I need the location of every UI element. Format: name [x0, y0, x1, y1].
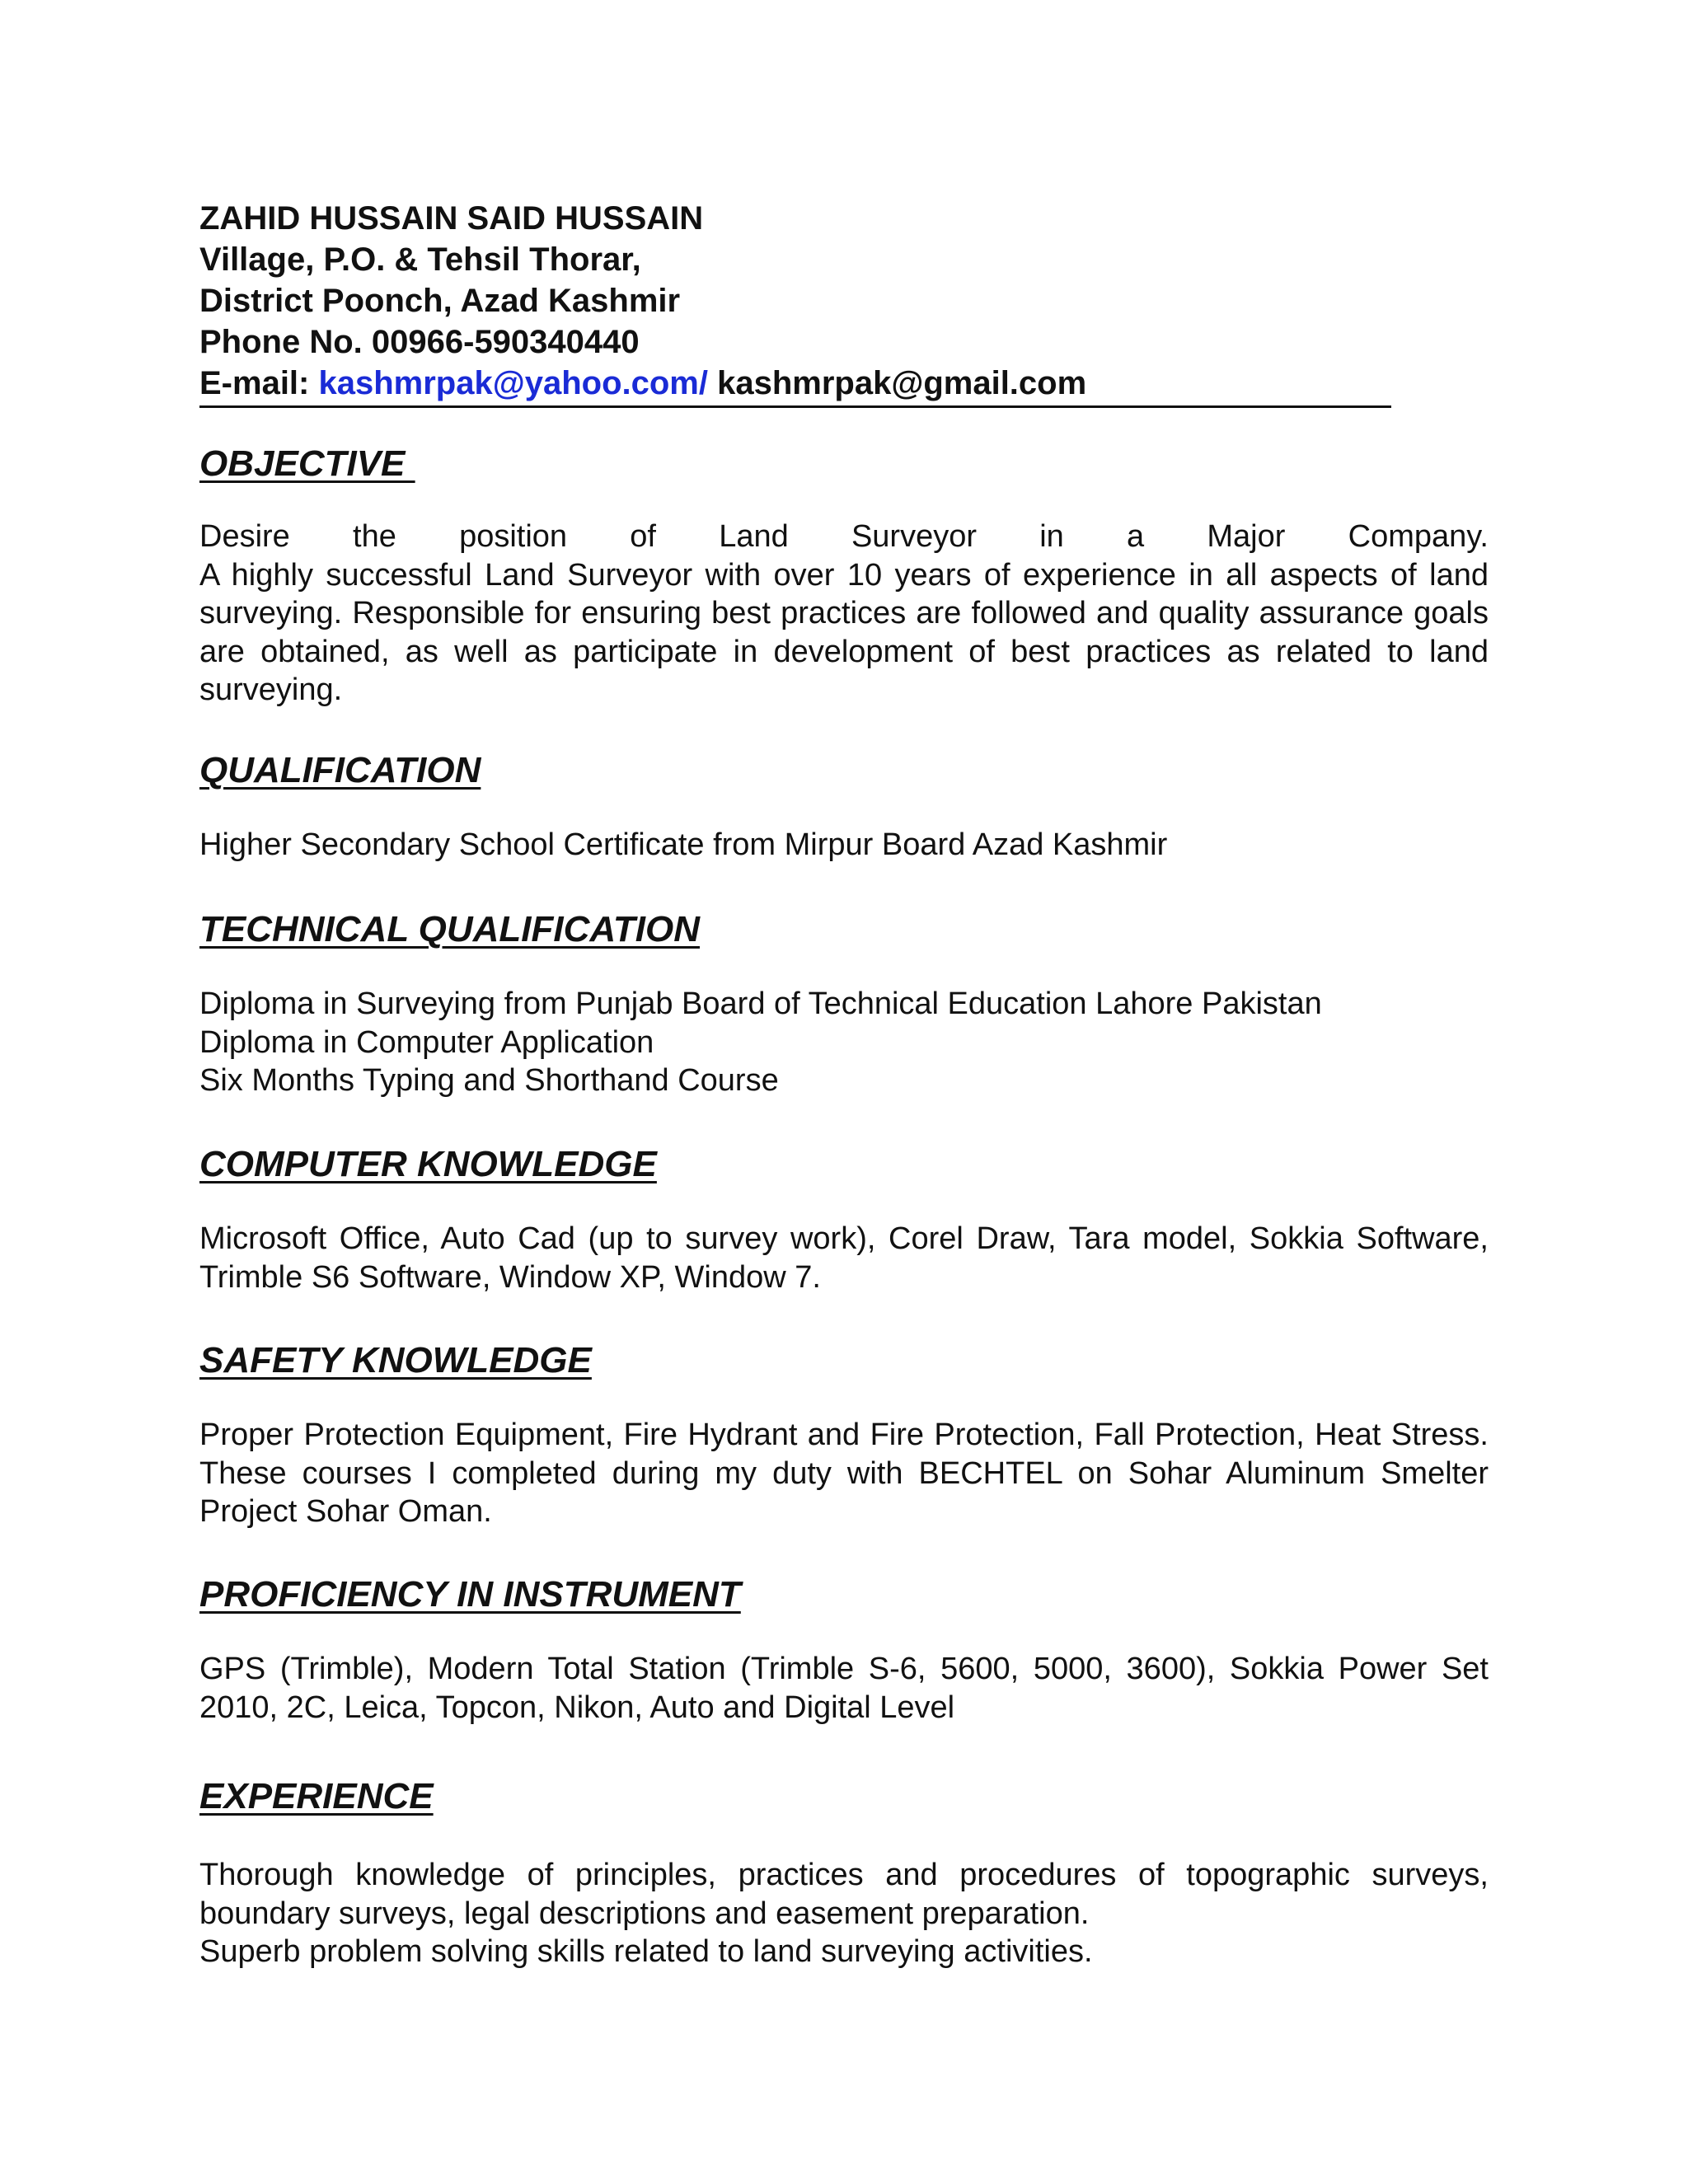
computer-knowledge-content	[199, 1220, 1489, 1296]
qualification-section	[199, 748, 1489, 794]
objective-heading: OBJECTIVE	[199, 443, 415, 484]
qualification-heading: QUALIFICATION	[199, 750, 481, 790]
email-label: E-mail:	[199, 365, 319, 401]
technical-qualification-item: Diploma in Computer Application	[199, 1024, 654, 1060]
email-link-primary[interactable]: kashmrpak@yahoo.com/	[318, 365, 708, 401]
computer-knowledge-body: Microsoft Office, Auto Cad (up to survey work), Corel Draw, Tara model, Sokkia Software, Trimble S6 Software, Window XP, Window 7.	[199, 1221, 1489, 1295]
proficiency-body: GPS (Trimble), Modern Total Station (Trimble S-6, 5600, 5000, 3600), Sokkia Power Set 2010, 2C, Leica, Topcon, Nikon, Auto and Digital Level	[199, 1652, 1489, 1725]
safety-knowledge-content	[199, 1416, 1489, 1531]
proficiency-heading: PROFICIENCY IN INSTRUMENT	[199, 1574, 741, 1615]
email-line	[199, 363, 1391, 408]
objective-body: A highly successful Land Surveyor with over 10 years of experience in all aspects of land surveying. Responsible for ensuring best practices are followed and quality assurance goals are obtained, as well as participate in development of best practices as related to land surveying.	[199, 557, 1489, 707]
address-line-1: Village, P.O. & Tehsil Thorar,	[199, 241, 641, 278]
computer-knowledge-heading: COMPUTER KNOWLEDGE	[199, 1144, 657, 1184]
experience-body: Thorough knowledge of principles, practices and procedures of topographic surveys, boundary surveys, legal descriptions and easement preparation.	[199, 1858, 1489, 1931]
technical-qualification-section	[199, 907, 1489, 953]
objective-content	[199, 518, 1489, 710]
applicant-name: ZAHID HUSSAIN SAID HUSSAIN	[199, 200, 704, 237]
technical-qualification-heading: TECHNICAL QUALIFICATION	[199, 909, 700, 949]
qualification-content	[199, 826, 1489, 865]
technical-qualification-item: Six Months Typing and Shorthand Course	[199, 1063, 779, 1098]
experience-line-2: Superb problem solving skills related to land surveying activities.	[199, 1934, 1093, 1969]
proficiency-section	[199, 1572, 1489, 1618]
safety-knowledge-heading: SAFETY KNOWLEDGE	[199, 1340, 592, 1380]
qualification-item: Higher Secondary School Certificate from Mirpur Board Azad Kashmir	[199, 827, 1168, 862]
safety-knowledge-section	[199, 1338, 1489, 1384]
objective-line-1: Desire the position of Land Surveyor in a Major Company.	[199, 519, 1489, 554]
experience-heading: EXPERIENCE	[199, 1776, 434, 1816]
phone-number: Phone No. 00966-590340440	[199, 324, 640, 360]
experience-content	[199, 1856, 1489, 1971]
objective-section	[199, 441, 1489, 487]
technical-qualification-content	[199, 985, 1489, 1100]
address-line-2: District Poonch, Azad Kashmir	[199, 283, 681, 319]
email-secondary: kashmrpak@gmail.com	[707, 365, 1087, 401]
experience-section	[199, 1774, 1489, 1820]
contact-header	[199, 198, 1489, 408]
proficiency-content	[199, 1650, 1489, 1727]
technical-qualification-item: Diploma in Surveying from Punjab Board of Technical Education Lahore Pakistan	[199, 987, 1322, 1021]
computer-knowledge-section	[199, 1141, 1489, 1188]
safety-knowledge-body: Proper Protection Equipment, Fire Hydrant and Fire Protection, Fall Protection, Heat Stress. These courses I completed during my duty with BECHTEL on Sohar Aluminum Smelter Project Sohar Oman.	[199, 1418, 1489, 1529]
